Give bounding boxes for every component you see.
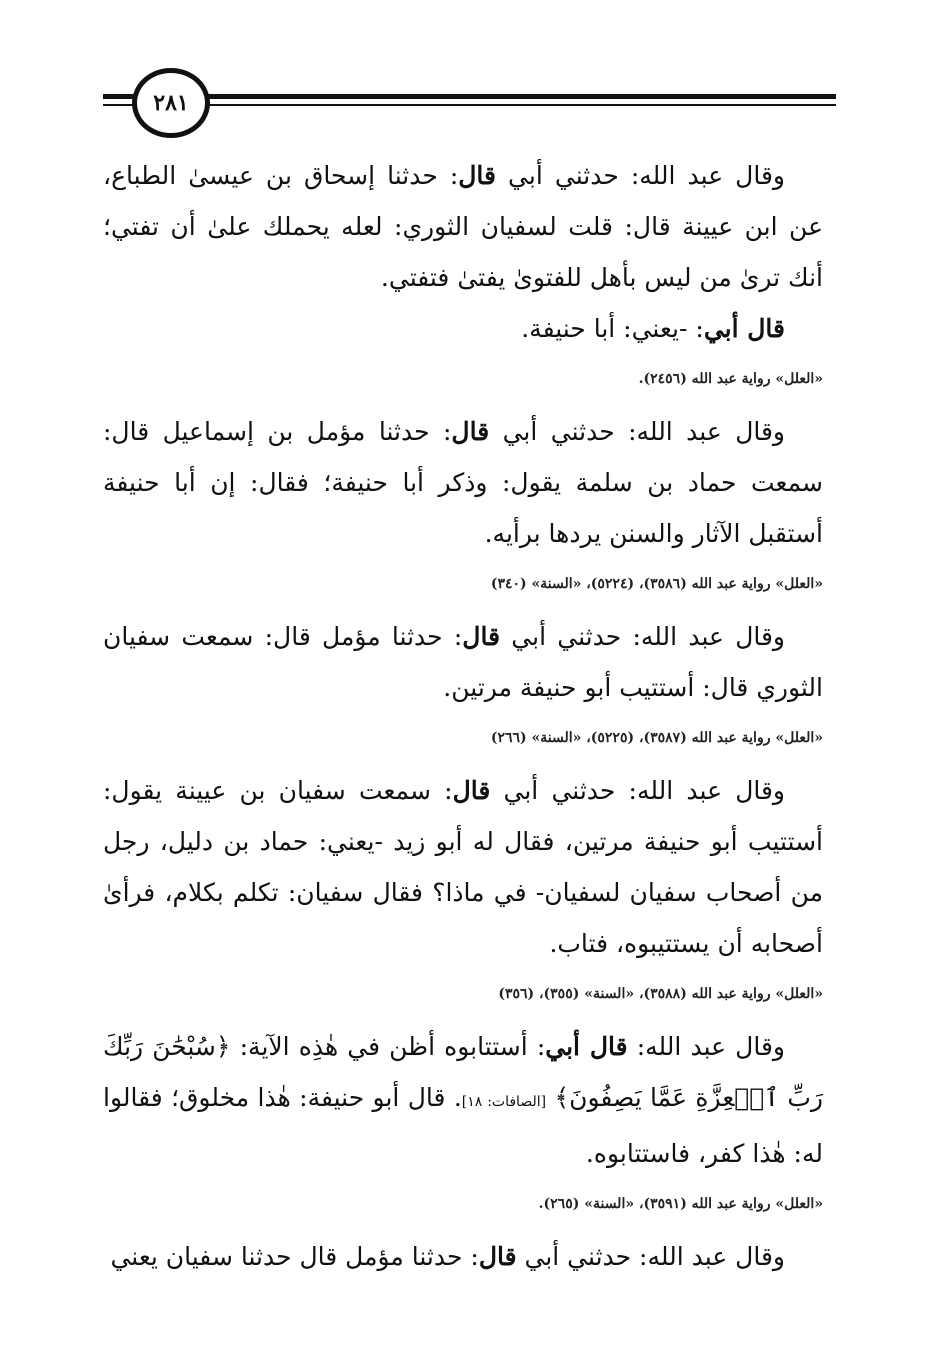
para-text: : حدثنا مؤمل قال حدثنا سفيان يعني: [110, 1242, 479, 1271]
para-text: : سمعت سفيان بن عيينة يقول: أستتيب أبو حنيفة مرتين، فقال له أبو زيد -يعني: حماد بن دليل، رجل من أصحاب سفيان لسفيان- في ماذا؟ فقال سفيان: تكلم بكلام، فرأىٰ أصحابه أن يستتيبوه، فتاب.: [103, 776, 823, 958]
reference-5: «العلل» رواية عبد الله (٣٥٩١)، «السنة» (٢٦٥).: [538, 1196, 823, 1212]
para-bold: قال أبي: [545, 1032, 628, 1061]
para-text: : أستتابوه أظن في هٰذِه الآية: ﴿سُبْحَٰنَ رَبِّكَ رَبِّ ٱلۡعِزَّةِ عَمَّا يَصِفُونَ﴾: [103, 1032, 824, 1112]
para-text: وقال عبد الله: حدثني أبي: [496, 161, 785, 190]
paragraph-1: [103, 150, 823, 303]
para-text: وقال عبد الله: حدثني أبي: [489, 417, 785, 446]
para-text: : حدثنا إسحاق بن عيسىٰ الطباع، عن ابن عيينة قال: قلت لسفيان الثوري: لعله يحملك علىٰ أن تفتي؛ أنك ترىٰ من ليس بأهل للفتوىٰ يفتىٰ فتفتي.: [103, 161, 823, 292]
paragraph-3: [103, 406, 823, 559]
header-rule-thick: [103, 94, 836, 99]
para-text: : حدثنا مؤمل بن إسماعيل قال: سمعت حماد بن سلمة يقول: وذكر أبا حنيفة؛ فقال: إن أبا حنيفة أستقبل الآثار والسنن يردها برأيه.: [103, 417, 823, 548]
page-body: [103, 150, 823, 1282]
para-bold: قال أبي: [703, 314, 785, 343]
para-bold: قال: [462, 622, 501, 651]
paragraph-7: [103, 1231, 823, 1282]
reference-1: «العلل» رواية عبد الله (٢٤٥٦).: [638, 371, 823, 387]
para-text: وقال عبد الله:: [627, 1032, 785, 1061]
paragraph-6: [103, 1021, 823, 1179]
para-text: : حدثنا مؤمل قال: سمعت سفيان الثوري قال: أستتيب أبو حنيفة مرتين.: [103, 622, 823, 702]
reference-4: «العلل» رواية عبد الله (٣٥٨٨)، «السنة» (٣٥٥)، (٣٥٦): [498, 986, 823, 1002]
paragraph-4: [103, 611, 823, 713]
quran-citation: [الصافات: ١٨]: [461, 1094, 547, 1110]
page-number: ٢٨١: [153, 90, 189, 116]
page-header: [0, 0, 939, 140]
para-bold: قال: [458, 161, 496, 190]
header-rule-thin: [103, 104, 836, 106]
reference-2: «العلل» رواية عبد الله (٣٥٨٦)، (٥٢٢٤)، «السنة» (٣٤٠): [490, 576, 823, 592]
reference-3: «العلل» رواية عبد الله (٣٥٨٧)، (٥٢٢٥)، «السنة» (٢٦٦): [490, 730, 823, 746]
para-text: : -يعني: أبا حنيفة.: [521, 314, 704, 343]
paragraph-5: [103, 765, 823, 969]
paragraph-2: [103, 303, 823, 354]
para-bold: قال: [478, 1242, 517, 1271]
para-text: وقال عبد الله: حدثني أبي: [516, 1242, 785, 1271]
para-text: . قال أبو حنيفة: هٰذا مخلوق؛ فقالوا له: هٰذا كفر، فاستتابوه.: [103, 1083, 823, 1168]
para-bold: قال: [451, 417, 490, 446]
page-number-badge: [132, 68, 210, 138]
para-bold: قال: [452, 776, 491, 805]
para-text: وقال عبد الله: حدثني أبي: [500, 622, 785, 651]
para-text: وقال عبد الله: حدثني أبي: [490, 776, 785, 805]
